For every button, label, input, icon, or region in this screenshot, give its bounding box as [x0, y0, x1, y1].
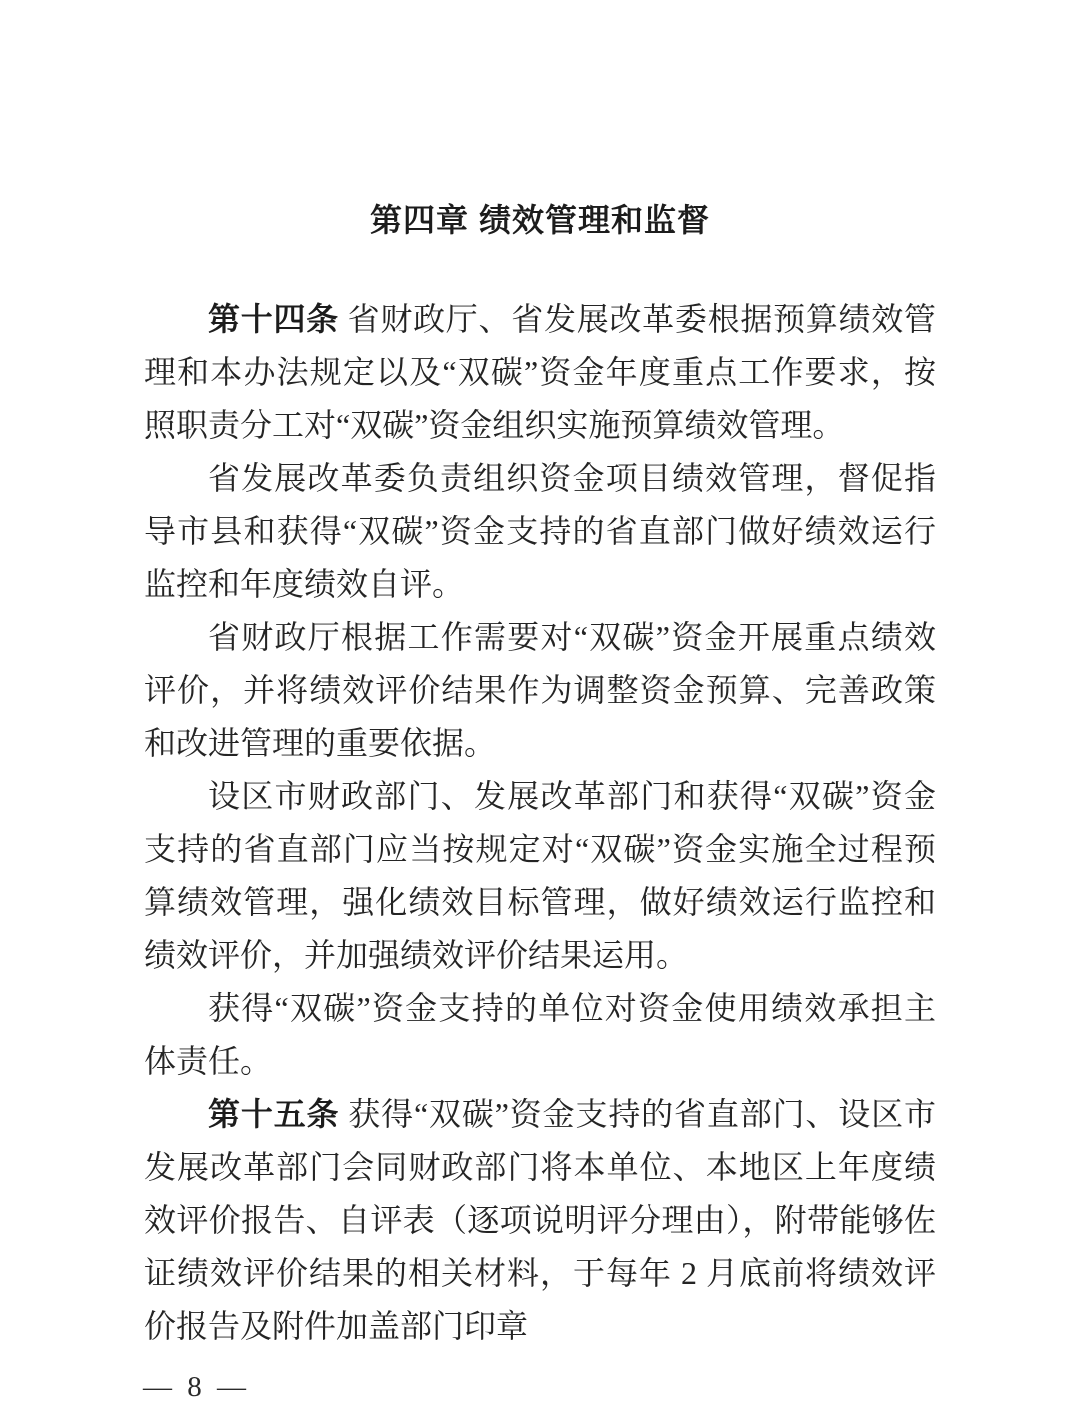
- document-body: [144, 293, 936, 1353]
- paragraph: 设区市财政部门、发展改革部门和获得“双碳”资金支持的省直部门应当按规定对“双碳”资金实施全过程预算绩效管理，强化绩效目标管理，做好绩效运行监控和绩效评价，并加强绩效评价结果运用。: [144, 778, 936, 973]
- article-number: 第十五条: [208, 1096, 340, 1132]
- paragraph: 第十四条 省财政厅、省发展改革委根据预算绩效管理和本办法规定以及“双碳”资金年度重点工作要求，按照职责分工对“双碳”资金组织实施预算绩效管理。: [144, 301, 936, 443]
- chapter-title: 第四章 绩效管理和监督: [370, 202, 710, 238]
- paragraph: 获得“双碳”资金支持的单位对资金使用绩效承担主体责任。: [144, 990, 936, 1079]
- paragraph: 第十五条 获得“双碳”资金支持的省直部门、设区市发展改革部门会同财政部门将本单位、本地区上年度绩效评价报告、自评表（逐项说明评分理由），附带能够佐证绩效评价结果的相关材料，于每年 2 月底前将绩效评价报告及附件加盖部门印章: [144, 1096, 936, 1344]
- paragraph: 省财政厅根据工作需要对“双碳”资金开展重点绩效评价，并将绩效评价结果作为调整资金预算、完善政策和改进管理的重要依据。: [144, 619, 936, 761]
- article-number: 第十四条: [208, 301, 339, 337]
- page-number: — 8 —: [143, 1371, 250, 1403]
- paragraph: 省发展改革委负责组织资金项目绩效管理，督促指导市县和获得“双碳”资金支持的省直部门做好绩效运行监控和年度绩效自评。: [144, 460, 936, 602]
